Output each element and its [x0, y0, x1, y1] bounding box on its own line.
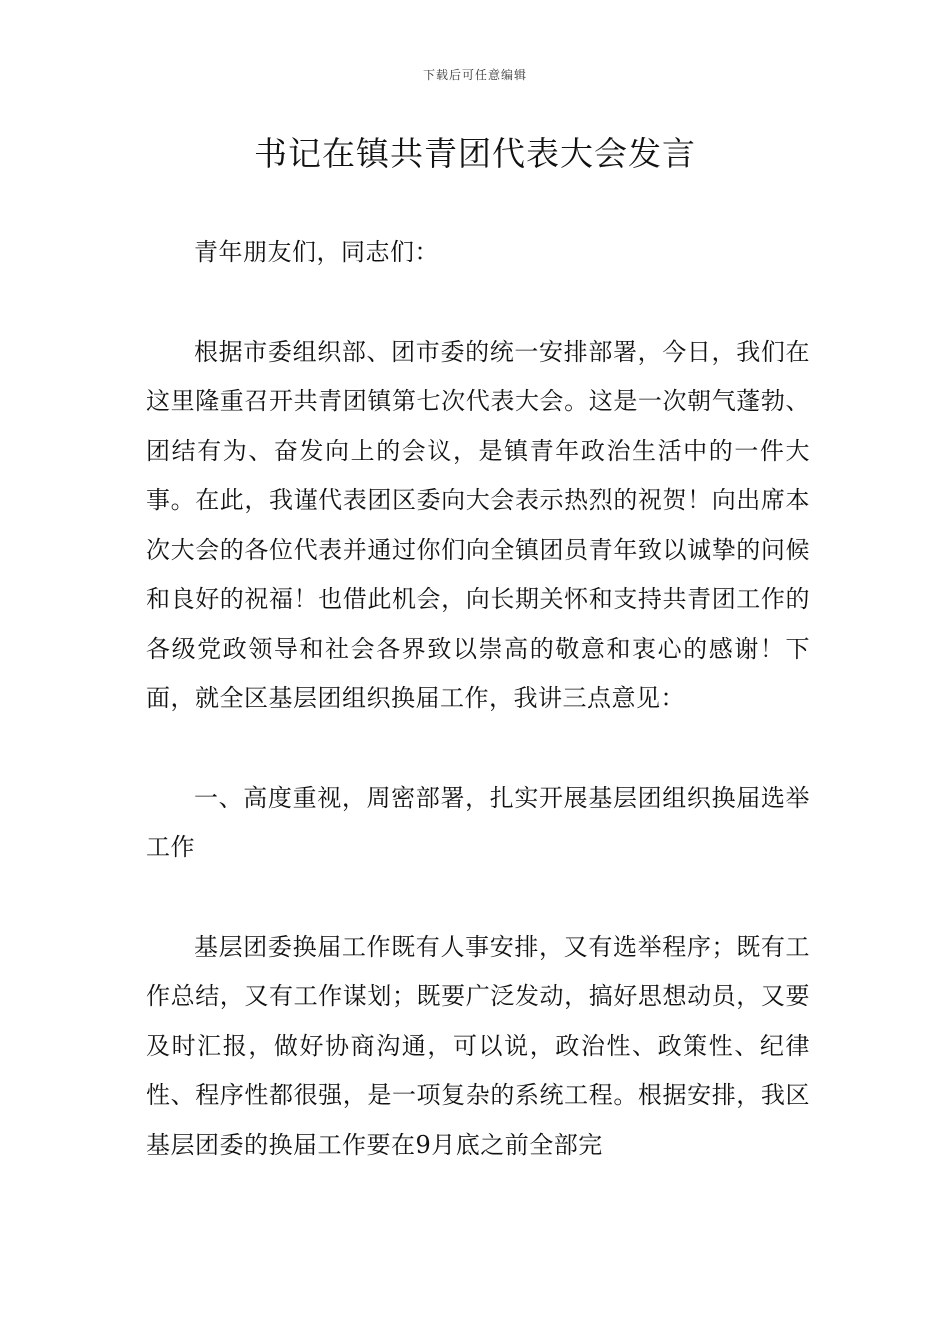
greeting-paragraph: 青年朋友们，同志们： [194, 238, 439, 266]
page-title: 书记在镇共青团代表大会发言 [254, 134, 696, 173]
document-body [146, 228, 810, 1220]
intro-paragraph: 根据市委组织部、团市委的统一安排部署，今日，我们在这里隆重召开共青团镇第七次代表大会。这是一次朝气蓬勃、团结有为、奋发向上的会议，是镇青年政治生活中的一件大事。在此，我谨代表团区委向大会表示热烈的祝贺！向出席本次大会的各位代表并通过你们向全镇团员青年致以诚挚的问候和良好的祝福！也借此机会，向长期关怀和支持共青团工作的各级党政领导和社会各界致以崇高的敬意和衷心的感谢！下面，就全区基层团组织换届工作，我讲三点意见： [146, 337, 810, 712]
header-note: 下载后可任意编辑 [422, 68, 527, 82]
section-heading-1: 一、高度重视，周密部署，扎实开展基层团组织换届选举工作 [146, 783, 810, 861]
body-paragraph: 基层团委换届工作既有人事安排，又有选举程序；既有工作总结，又有工作谋划；既要广泛发动，搞好思想动员，又要及时汇报，做好协商沟通，可以说，政治性、政策性、纪律性、程序性都很强，是一项复杂的系统工程。根据安排，我区基层团委的换届工作要在9月底之前全部完 [146, 932, 810, 1159]
